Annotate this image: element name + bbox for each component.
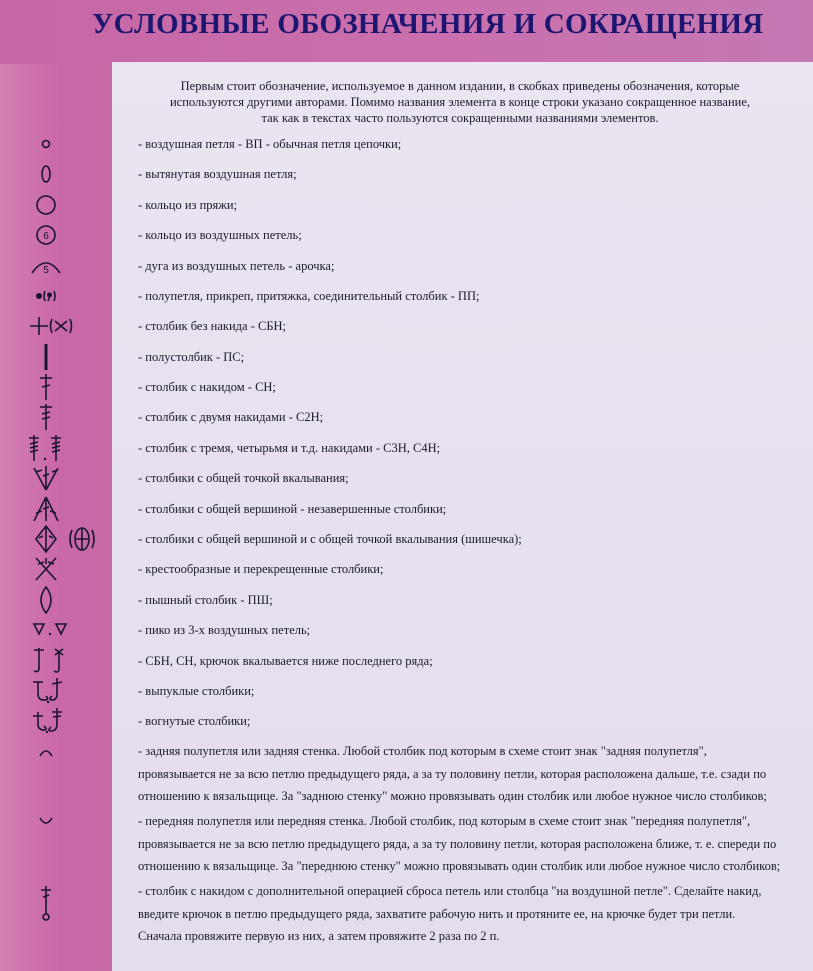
- chain-arc-icon: [24, 251, 104, 281]
- cluster-icon: [24, 524, 104, 554]
- list-item: - столбики с общей точкой вкалывания;: [138, 471, 349, 485]
- front-loop-paragraph: [138, 810, 792, 878]
- paragraph-line: провязывается не за всю петлю предыдущего ряда, а за ту половину петли, которая расположена ближе, т. е. спереди по: [138, 836, 777, 851]
- list-item: - кольцо из воздушных петель;: [138, 228, 302, 242]
- intro-line: используются другими авторами. Помимо названия элемента в конце строки указано сокращенное название,: [169, 95, 751, 109]
- half-double-crochet-icon: [24, 342, 104, 372]
- list-item: - столбики с общей вершиной и с общей точкой вкалывания (шишечка);: [138, 532, 522, 546]
- extra-drop-paragraph: [138, 880, 792, 948]
- list-item: - воздушная петля - ВП - обычная петля цепочки;: [138, 137, 402, 151]
- list-item: - кольцо из пряжи;: [138, 198, 238, 212]
- paragraph-line: Сначала провяжите первую из них, а затем провяжите 2 раза по 2 п.: [138, 929, 500, 943]
- elongated-chain-icon: [24, 159, 104, 189]
- back-loop-icon: [24, 736, 104, 766]
- arc-count-label: 5: [43, 265, 49, 276]
- back-post-stitch-icon: [24, 706, 104, 736]
- treble-crochet-icon: [24, 402, 104, 432]
- list-item: - пышный столбик - ПШ;: [138, 593, 273, 607]
- list-item: - крестообразные и перекрещенные столбики;: [138, 562, 384, 576]
- page-title: УСЛОВНЫЕ ОБОЗНАЧЕНИЯ И СОКРАЩЕНИЯ: [92, 8, 764, 40]
- list-item: - полустолбик - ПС;: [138, 350, 245, 364]
- intro-text: [140, 78, 780, 126]
- paragraph-line: отношению к вязальщице. За "заднюю стенку" можно провязывать один столбик или любое нужное число столбиков;: [138, 789, 767, 803]
- intro-line: так как в текстах часто пользуются сокращенными названиями элементов.: [261, 111, 659, 125]
- list-item: - вогнутые столбики;: [138, 714, 251, 728]
- list-item: - столбики с общей вершиной - незавершенные столбики;: [138, 502, 447, 516]
- list-item: - дуга из воздушных петель - арочка;: [138, 259, 335, 273]
- paragraph-line: - столбик с накидом с дополнительной операцией сброса петель или столбца "на воздушной петле". Сделайте накид,: [138, 884, 762, 898]
- list-item: - полупетля, прикреп, притяжка, соединительный столбик - ПП;: [138, 289, 480, 303]
- slip-stitch-icon: [24, 281, 104, 311]
- list-item: - столбик без накида - СБН;: [138, 319, 286, 333]
- common-base-stitches-icon: [24, 463, 104, 493]
- paragraph-line: - задняя полупетля или задняя стенка. Любой столбик под которым в схеме стоит знак "задняя полупетля",: [138, 744, 707, 758]
- list-item: - выпуклые столбики;: [138, 684, 255, 698]
- chain-ring-icon: [24, 220, 104, 250]
- intro-line: Первым стоит обозначение, используемое в данном издании, в скобках приведены обозначения, которые: [180, 79, 740, 93]
- paragraph-line: провязывается не за всю петлю предыдущего ряда, а за ту половину петли, которая расположена дальше, т.е. сзади по: [138, 766, 767, 781]
- double-crochet-icon: [24, 372, 104, 402]
- spike-stitch-icon: [24, 646, 104, 676]
- front-post-stitch-icon: [24, 676, 104, 706]
- paragraph-line: отношению к вязальщице. За "переднюю стенку" можно провязывать один столбик или любое нужное число столбиков;: [138, 859, 781, 873]
- list-item: - столбик с двумя накидами - С2Н;: [138, 410, 324, 424]
- multi-treble-icon: [24, 433, 104, 463]
- single-crochet-icon: [24, 311, 104, 341]
- list-item: - столбик с тремя, четырьмя и т.д. накидами - С3Н, С4Н;: [138, 441, 441, 455]
- list-item: - вытянутая воздушная петля;: [138, 167, 297, 181]
- back-loop-paragraph: [138, 740, 792, 808]
- dc-on-chain-icon: [24, 888, 104, 918]
- list-item: - СБН, СН, крючок вкалывается ниже последнего ряда;: [138, 654, 433, 668]
- yarn-ring-icon: [24, 190, 104, 220]
- list-item: - столбик с накидом - СН;: [138, 380, 276, 394]
- ring-count-label: 6: [43, 231, 49, 242]
- picot-icon: [24, 615, 104, 645]
- front-loop-icon: [24, 806, 104, 836]
- paragraph-line: введите крючок в петлю предыдущего ряда, захватите рабочую нить и протяните ее, на крючке будет три петли.: [138, 906, 736, 921]
- chain-stitch-icon: [24, 129, 104, 159]
- crossed-stitches-icon: [24, 554, 104, 584]
- puff-stitch-icon: [24, 585, 104, 615]
- common-top-stitches-icon: [24, 494, 104, 524]
- list-item: - пико из 3-х воздушных петель;: [138, 623, 311, 637]
- paragraph-line: - передняя полупетля или передняя стенка. Любой столбик, под которым в схеме стоит знак "передняя полупетля",: [138, 814, 751, 828]
